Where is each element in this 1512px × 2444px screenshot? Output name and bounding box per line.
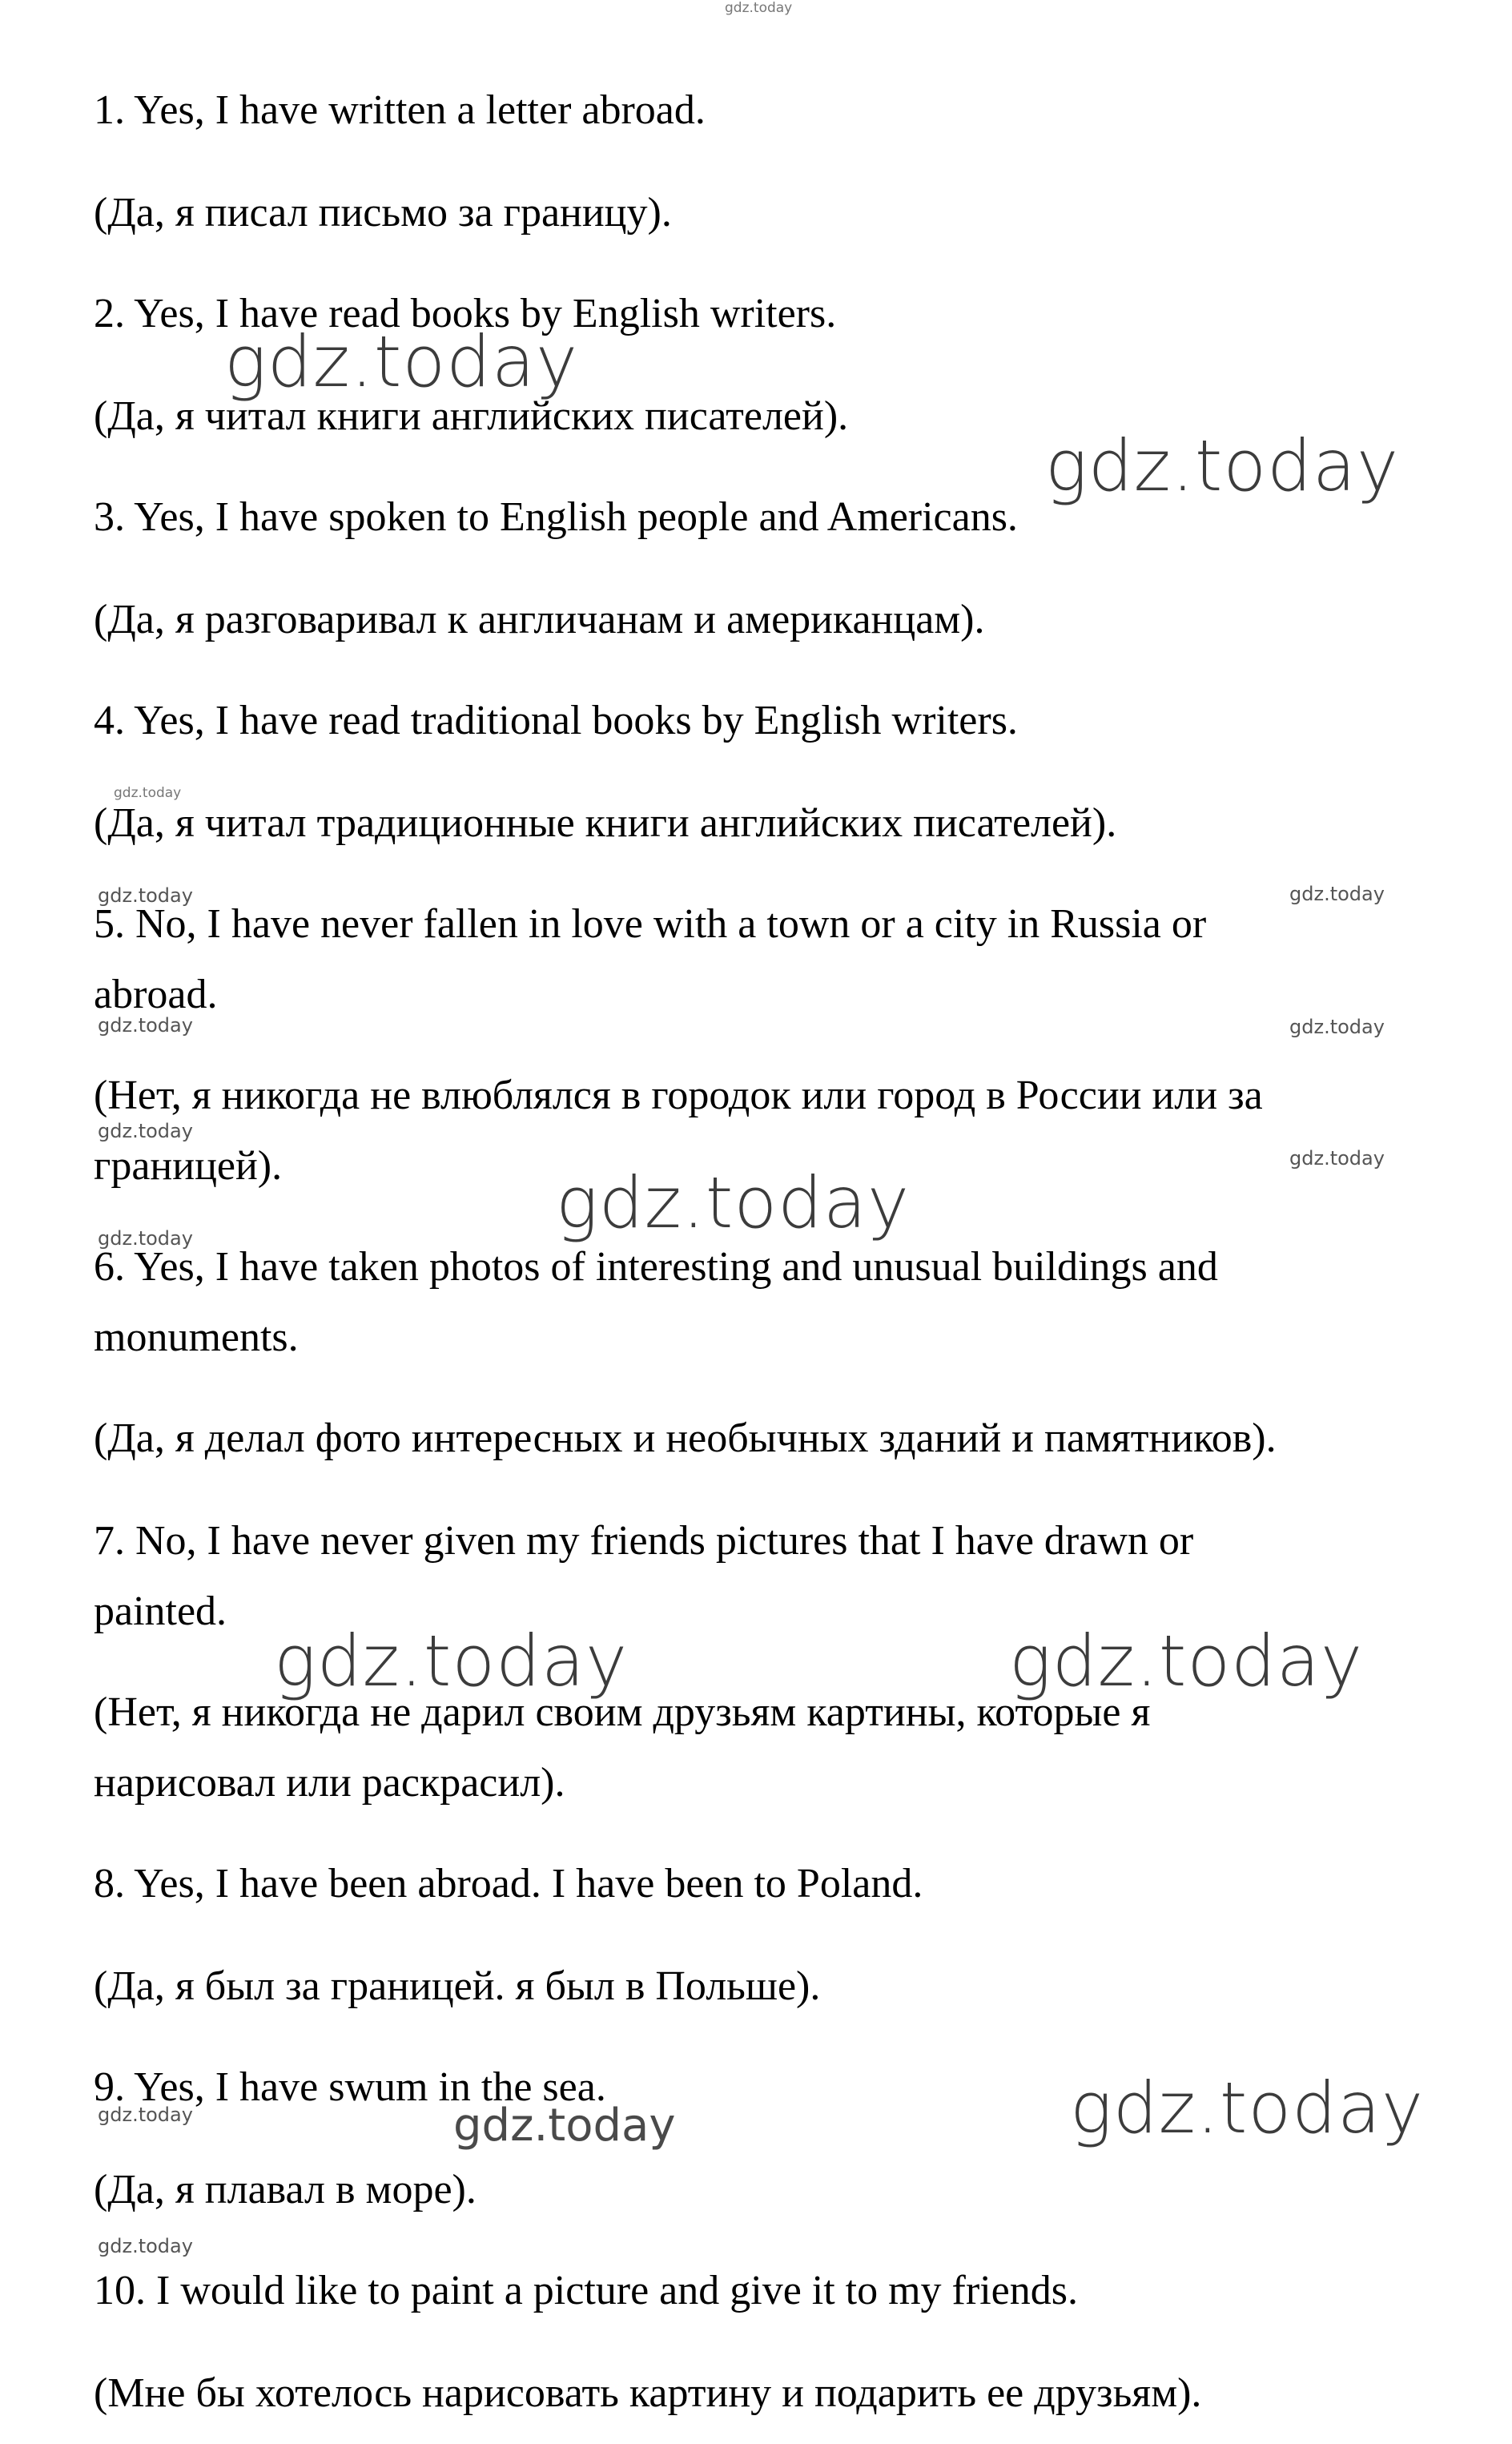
answer-translation: (Да, я писал письмо за границу). (94, 190, 672, 236)
answer-english: 7. No, I have never given my friends pictures that I have drawn or (94, 1518, 1194, 1564)
watermark: gdz.today (98, 1014, 193, 1037)
watermark: gdz.today (98, 2235, 193, 2257)
answer-english-continued: painted. (94, 1588, 227, 1634)
answer-translation-continued: нарисовал или раскрасил). (94, 1760, 565, 1806)
watermark: gdz.today (1070, 2067, 1425, 2149)
answer-english: 8. Yes, I have been abroad. I have been to Poland. (94, 1861, 923, 1906)
answer-english: 6. Yes, I have taken photos of interesting and unusual buildings and (94, 1244, 1218, 1290)
answer-english: 5. No, I have never fallen in love with a town or a city in Russia or (94, 901, 1207, 947)
answer-translation: (Да, я читал книги английских писателей). (94, 393, 849, 439)
answer-english-continued: monuments. (94, 1315, 299, 1360)
watermark: gdz.today (1009, 1620, 1364, 1702)
answer-translation-continued: границей). (94, 1143, 283, 1189)
watermark: gdz.today (1289, 1147, 1385, 1170)
answer-translation: (Да, я разговаривал к англичанам и американцам). (94, 597, 985, 642)
answer-english: 1. Yes, I have written a letter abroad. (94, 87, 706, 133)
answer-translation: (Да, я читал традиционные книги английских писателей). (94, 800, 1117, 846)
watermark: gdz.today (1045, 425, 1400, 507)
watermark: gdz.today (98, 1120, 193, 1142)
watermark: gdz.today (1289, 1016, 1385, 1038)
answer-translation: (Нет, я никогда не влюблялся в городок или город в России или за (94, 1073, 1263, 1118)
answer-translation: (Да, я плавал в море). (94, 2167, 477, 2212)
watermark: gdz.today (1289, 883, 1385, 905)
watermark: gdz.today (98, 2104, 193, 2126)
answer-english: 4. Yes, I have read traditional books by English writers. (94, 698, 1018, 743)
answer-english: 10. I would like to paint a picture and give it to my friends. (94, 2268, 1078, 2313)
answer-english-continued: abroad. (94, 972, 218, 1017)
answer-english: 9. Yes, I have swum in the sea. (94, 2064, 606, 2110)
watermark: gdz.today (98, 884, 193, 907)
watermark: gdz.today (274, 1620, 629, 1702)
watermark: gdz.today (98, 1227, 193, 1250)
answer-english: 3. Yes, I have spoken to English people and Americans. (94, 494, 1018, 540)
watermark: gdz.today (556, 1162, 911, 1244)
answer-translation: (Мне бы хотелось нарисовать картину и подарить ее друзьям). (94, 2370, 1202, 2416)
watermark: gdz.today (725, 0, 793, 16)
watermark: gdz.today (224, 320, 579, 403)
answer-translation: (Да, я делал фото интересных и необычных зданий и памятников). (94, 1415, 1277, 1461)
answer-translation: (Нет, я никогда не дарил своим друзьям картины, которые я (94, 1689, 1151, 1735)
watermark: gdz.today (114, 785, 182, 801)
answer-translation: (Да, я был за границей. я был в Польше). (94, 1963, 821, 2009)
answer-english: 2. Yes, I have read books by English writers. (94, 291, 837, 336)
watermark: gdz.today (453, 2100, 676, 2152)
